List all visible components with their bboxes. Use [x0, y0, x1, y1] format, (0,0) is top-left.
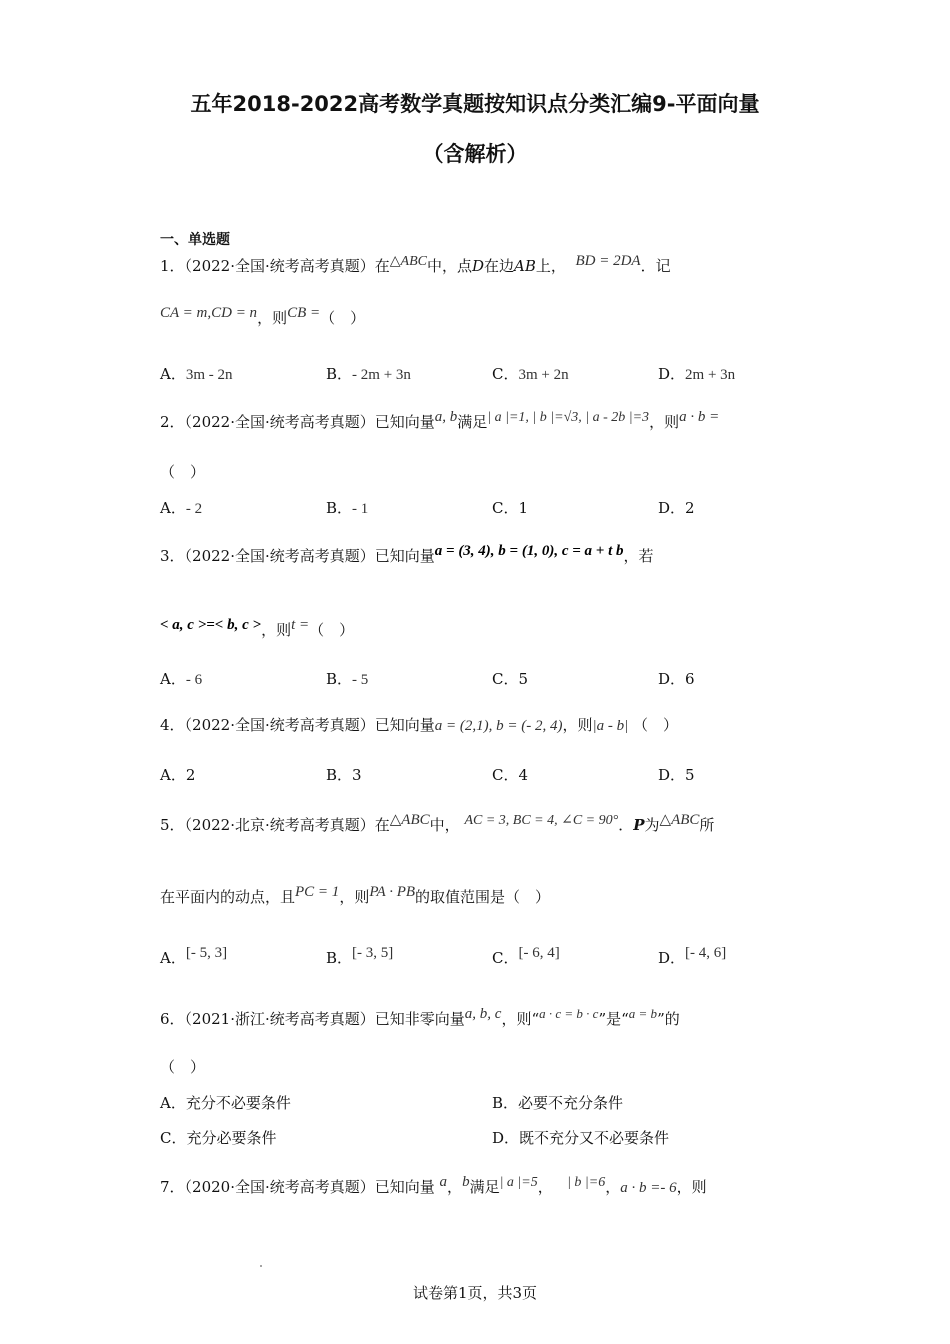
q5-text-7: 的取值范围是（ ）	[415, 888, 551, 906]
q5-point-p: P	[633, 816, 645, 834]
q6-text-1: ，则	[501, 1010, 532, 1028]
q2-option-b[interactable]	[326, 497, 368, 518]
option-value: [- 3, 5]	[352, 945, 394, 961]
option-value: 2m + 3n	[685, 367, 736, 383]
q1-source: （2022·全国·统考高考真题）在	[184, 257, 390, 275]
option-label: B．	[326, 365, 353, 383]
question-4	[160, 714, 678, 735]
q4-math-2: |a - b|	[592, 718, 629, 734]
q4-number: 4．	[160, 716, 185, 734]
q3-option-c[interactable]	[492, 668, 528, 689]
q7-text-5: ，则	[676, 1178, 707, 1196]
q5-text-6: ，则	[339, 888, 370, 906]
option-label: A．	[160, 670, 186, 688]
section-heading: 一、单选题	[160, 232, 230, 248]
q6-math-2: a · c = b · c	[539, 1006, 599, 1021]
q6-paren: （ ）	[160, 1058, 206, 1076]
q1-option-d[interactable]	[658, 363, 735, 384]
page-footer: 试卷第1页，共3页	[412, 1284, 538, 1302]
q7-text-4: ，	[605, 1178, 621, 1196]
q1-text-1: 中，点	[426, 257, 472, 275]
q6-option-c[interactable]	[160, 1127, 277, 1148]
option-value: [- 6, 4]	[518, 945, 560, 961]
option-label: B．	[492, 1094, 519, 1112]
option-value: 5	[518, 670, 529, 688]
q2-option-c[interactable]	[492, 497, 528, 518]
q6-math-1: a, b, c	[464, 1006, 502, 1022]
q1-edge-ab: AB	[514, 257, 536, 275]
option-value: 3	[352, 766, 362, 784]
q2-text-2: ，则	[649, 413, 680, 431]
q1-text-4: ．记	[640, 257, 671, 275]
option-label: B．	[326, 670, 353, 688]
q3-paren: （ ）	[309, 621, 355, 639]
q6-source: （2021·浙江·统考高考真题）已知非零向量	[184, 1010, 465, 1028]
q1-text-5: ，则	[257, 309, 288, 327]
option-value: [- 5, 3]	[185, 945, 228, 961]
q7-math-5: a · b =- 6	[620, 1180, 677, 1196]
q6-quote-1: “	[531, 1010, 540, 1028]
q4-option-a[interactable]	[160, 764, 195, 785]
q3-text-2: ，则	[261, 621, 292, 639]
q2-option-a[interactable]	[160, 497, 202, 518]
q4-text-1: ，则	[562, 716, 593, 734]
option-value: 5	[685, 766, 695, 784]
q7-math-1: a	[439, 1174, 448, 1190]
q1-paren: （ ）	[320, 309, 366, 327]
q3-option-d[interactable]	[658, 668, 695, 689]
q3-option-b[interactable]	[326, 668, 368, 689]
q1-option-b[interactable]	[326, 363, 411, 384]
q6-math-3: a = b	[628, 1006, 658, 1021]
q5-text-1: 中，	[429, 816, 460, 834]
q1-text-3: 上，	[535, 257, 566, 275]
q4-option-d[interactable]	[658, 764, 695, 785]
option-value: 必要不充分条件	[518, 1094, 624, 1112]
question-3	[160, 543, 654, 566]
q5-option-c[interactable]	[492, 945, 560, 968]
q7-number: 7．	[160, 1178, 185, 1196]
question-7	[160, 1174, 707, 1197]
option-value: - 2	[185, 501, 203, 517]
q4-option-c[interactable]	[492, 764, 528, 785]
q5-math-2: AC = 3, BC = 4, ∠C = 90°	[464, 813, 619, 828]
question-5	[160, 810, 714, 835]
question-1	[160, 253, 671, 276]
q4-source: （2022·全国·统考高考真题）已知向量	[184, 716, 435, 734]
q2-option-d[interactable]	[658, 497, 695, 518]
q4-option-b[interactable]	[326, 764, 362, 785]
option-value: - 2m + 3n	[352, 367, 411, 383]
option-value: 充分必要条件	[186, 1129, 277, 1147]
option-label: C．	[492, 365, 519, 383]
q5-math-1: △ABC	[389, 812, 430, 828]
q3-math-1: a = (3, 4), b = (1, 0), c = a + t b	[434, 543, 624, 559]
q2-paren: （ ）	[160, 463, 206, 481]
option-value: - 1	[352, 501, 369, 517]
option-label: B．	[326, 949, 353, 967]
option-label: C．	[492, 499, 519, 517]
q2-number: 2．	[160, 413, 185, 431]
q2-math-2: | a |=1, | b |=√3, | a - 2b |=3	[487, 410, 650, 425]
q4-paren: （ ）	[633, 716, 679, 734]
option-label: B．	[326, 766, 353, 784]
q3-text-1: ，若	[623, 547, 654, 565]
option-value: 6	[685, 670, 695, 688]
q5-source: （2022·北京·统考高考真题）在	[184, 816, 390, 834]
question-5-line-2	[160, 884, 550, 907]
option-value: 既不充分又不必要条件	[519, 1129, 670, 1147]
option-label: D．	[658, 766, 686, 784]
option-label: C．	[492, 766, 519, 784]
q5-math-4: PC = 1	[295, 884, 340, 900]
q2-math-3: a · b =	[679, 409, 720, 425]
q5-option-a[interactable]	[160, 945, 227, 968]
question-6	[160, 1006, 680, 1029]
option-value: 3m + 2n	[518, 367, 569, 383]
q5-text-2: ．	[618, 816, 634, 834]
q6-option-b[interactable]	[492, 1092, 623, 1113]
option-label: A．	[160, 949, 186, 967]
question-2	[160, 409, 719, 432]
option-label: A．	[160, 365, 186, 383]
q5-text-4: 所	[699, 816, 715, 834]
option-label: D．	[658, 670, 686, 688]
option-value: 2	[185, 766, 196, 784]
q6-quote-3: ”的	[657, 1010, 680, 1028]
title-line-2: （含解析）	[422, 142, 528, 166]
q7-math-4: | b |=6	[567, 1175, 606, 1190]
q5-text-5: 在平面内的动点，且	[160, 888, 296, 906]
q1-option-c[interactable]	[492, 363, 569, 384]
q2-text-1: 满足	[457, 413, 488, 431]
question-3-line-2	[160, 617, 354, 640]
q7-math-2: b	[462, 1174, 470, 1190]
q1-option-a[interactable]	[160, 363, 233, 384]
option-label: C．	[160, 1129, 187, 1147]
option-label: D．	[658, 949, 686, 967]
question-1-line-2	[160, 305, 365, 328]
option-value: [- 4, 6]	[685, 945, 727, 961]
q6-option-d[interactable]	[492, 1127, 669, 1148]
option-value: 1	[518, 499, 529, 517]
option-label: B．	[326, 499, 353, 517]
q5-number: 5．	[160, 816, 185, 834]
stray-mark	[260, 1265, 262, 1267]
q5-math-5: PA · PB	[369, 884, 416, 900]
q5-text-3: 为	[644, 816, 660, 834]
option-value: - 5	[352, 672, 369, 688]
option-value: 4	[518, 766, 529, 784]
q7-text-3: ，	[537, 1178, 553, 1196]
q1-number: 1．	[160, 257, 185, 275]
q1-math-2: BD = 2DA	[575, 253, 641, 269]
q3-math-3: t =	[291, 617, 310, 633]
option-value: 充分不必要条件	[185, 1094, 291, 1112]
q1-text-2: 在边	[484, 257, 515, 275]
q7-math-3: | a |=5	[499, 1175, 538, 1190]
option-label: A．	[160, 499, 186, 517]
q6-quote-2: ”是“	[598, 1010, 629, 1028]
option-label: D．	[658, 365, 686, 383]
option-value: 2	[685, 499, 695, 517]
q3-source: （2022·全国·统考高考真题）已知向量	[184, 547, 435, 565]
q4-math-1: a = (2,1), b = (- 2, 4)	[434, 718, 563, 734]
q1-math-4: CB =	[287, 305, 321, 321]
q3-number: 3．	[160, 547, 185, 565]
option-label: C．	[492, 949, 519, 967]
q5-option-b[interactable]	[326, 945, 393, 968]
q6-option-a[interactable]	[160, 1092, 291, 1113]
q3-math-2: < a, c >=< b, c >	[160, 617, 262, 633]
q7-source: （2020·全国·统考高考真题）已知向量	[184, 1178, 435, 1196]
option-label: A．	[160, 766, 186, 784]
q3-option-a[interactable]	[160, 668, 202, 689]
q2-source: （2022·全国·统考高考真题）已知向量	[184, 413, 435, 431]
q1-math-3: CA = m,CD = n	[160, 305, 258, 321]
option-value: 3m - 2n	[185, 367, 233, 383]
option-label: C．	[492, 670, 519, 688]
q5-math-3: △ABC	[659, 812, 700, 828]
q1-math-1: △ABC	[389, 254, 427, 269]
title-line-1: 五年2018-2022高考数学真题按知识点分类汇编9-平面向量	[190, 92, 760, 116]
q1-point-d: D	[472, 257, 485, 275]
q7-text-1: ，	[447, 1178, 463, 1196]
q2-math-1: a, b	[434, 409, 458, 425]
option-label: D．	[658, 499, 686, 517]
option-label: D．	[492, 1129, 520, 1147]
q5-option-d[interactable]	[658, 945, 726, 968]
q7-text-2: 满足	[469, 1178, 500, 1196]
q6-number: 6．	[160, 1010, 185, 1028]
option-label: A．	[160, 1094, 186, 1112]
option-value: - 6	[185, 672, 203, 688]
